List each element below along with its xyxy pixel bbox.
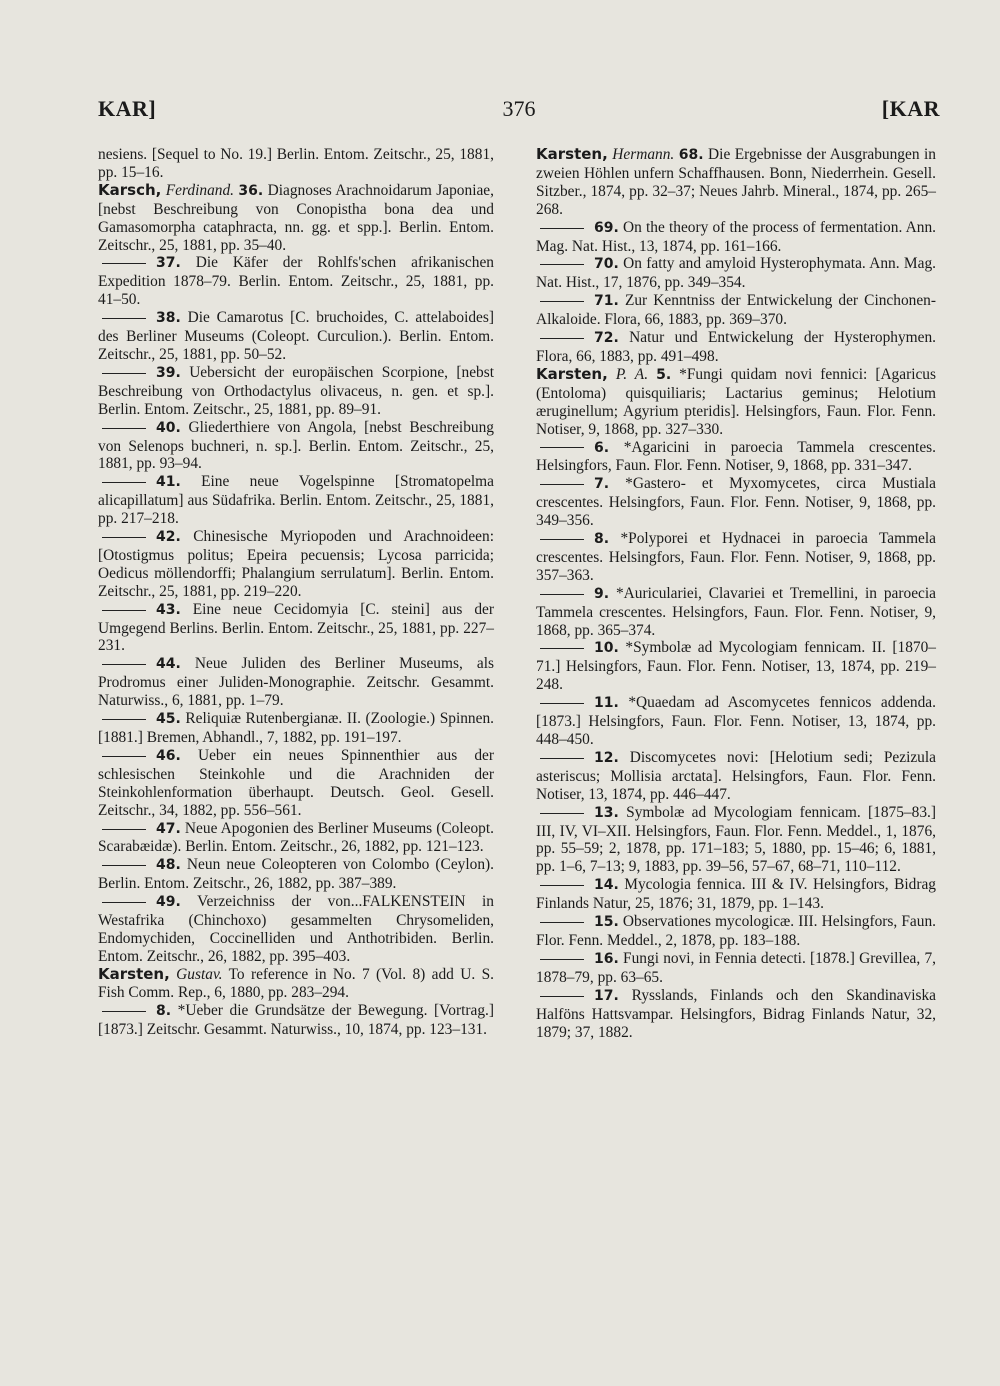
entry-text: *Fungi quidam novi fennici: [Agaricus (Entoloma) quisquiliaris; Lactarius geminus; Helotium æruginellum; Agyrium pteridis]. Helsingfors, Faun. Flor. Fenn. Notiser, 9, 1868, pp. 327–330.: [536, 365, 936, 438]
bibliography-entry: [536, 329, 936, 366]
entry-number: 40.: [156, 419, 181, 436]
entry-number: 12.: [594, 749, 619, 766]
bibliography-entry: [98, 710, 494, 747]
bibliography-entry: [536, 366, 936, 439]
bibliography-entry: [98, 528, 494, 601]
ditto-dash: [102, 865, 146, 866]
entry-number: 8.: [156, 1002, 172, 1019]
bibliography-entry: [98, 820, 494, 857]
entry-number: 69.: [594, 219, 619, 236]
bibliography-entry: [98, 1002, 494, 1039]
entry-number: 72.: [594, 330, 619, 347]
entry-number: 47.: [156, 820, 181, 837]
entry-number: 48.: [156, 857, 181, 874]
ditto-dash: [102, 719, 146, 720]
ditto-dash: [540, 301, 584, 302]
entry-text: Observationes mycologicæ. III. Helsingfors, Faun. Flor. Fenn. Meddel., 2, 1878, pp. 183–188.: [536, 913, 936, 949]
entry-text: Eine neue Vogelspinne [Stromatopelma alicapillatum] aus Südafrika. Berlin. Entom. Zeitschr., 25, 1881, pp. 217–218.: [98, 473, 494, 528]
ditto-dash: [540, 338, 584, 339]
entry-number: 10.: [594, 640, 619, 657]
entry-text: *Agaricini in paroecia Tammela crescentes. Helsingfors, Faun. Flor. Fenn. Notiser, 9, 1868, pp. 331–347.: [536, 438, 936, 475]
bibliography-entry: [536, 219, 936, 256]
bibliography-entry: [536, 950, 936, 987]
entry-text: On the theory of the process of fermentation. Ann. Mag. Nat. Hist., 13, 1874, pp. 161–166.: [536, 218, 936, 255]
author-forename: Hermann.: [612, 146, 675, 163]
bibliography-entry: [98, 364, 494, 419]
entry-text: Zur Kenntniss der Entwickelung der Cinchonen-Alkaloide. Flora, 66, 1883, pp. 369–370.: [536, 292, 936, 329]
bibliography-entry: [536, 475, 936, 530]
bibliography-entry: [536, 913, 936, 950]
entry-text: Die Käfer der Rohlfs'schen afrikanischen Expedition 1878–79. Berlin. Entom. Zeitschr., 25, 1881, pp. 41–50.: [98, 254, 494, 309]
entry-number: 42.: [156, 529, 181, 546]
author-forename: Gustav.: [176, 965, 223, 983]
entry-number: 71.: [594, 293, 619, 310]
running-header: [98, 96, 940, 126]
ditto-dash: [540, 648, 584, 649]
entry-number: 14.: [594, 877, 619, 894]
entry-text: *Symbolæ ad Mycologiam fennicam. II. [1870–71.] Helsingfors, Faun. Flor. Fenn. Notiser, 13, 1874, pp. 219–248.: [536, 639, 936, 694]
entry-number: 17.: [594, 987, 619, 1004]
entry-number: 37.: [156, 255, 181, 272]
ditto-dash: [540, 959, 584, 960]
bibliography-entry: [536, 876, 936, 913]
ditto-dash: [102, 756, 146, 757]
author-forename: Ferdinand.: [165, 181, 235, 199]
ditto-dash: [540, 264, 584, 265]
entry-text: *Polyporei et Hydnacei in paroecia Tammela crescentes. Helsingfors, Faun. Flor. Fenn. Notiser, 9, 1868, pp. 357–363.: [536, 530, 936, 584]
entry-number: 39.: [156, 364, 181, 381]
bibliography-entry: [536, 585, 936, 640]
entry-text: *Auricularieі, Clavariei et Tremellini, in paroecia Tammela crescentes. Helsingfors, Faun. Flor. Fenn. Notiser, 9, 1868, pp. 365–374.: [536, 584, 936, 639]
entry-number: 8.: [594, 531, 610, 548]
ditto-dash: [540, 813, 584, 814]
entry-number: 16.: [594, 950, 619, 967]
ditto-dash: [540, 758, 584, 759]
bibliography-entry: [98, 419, 494, 474]
entry-number: 43.: [156, 601, 181, 618]
entry-number: 36.: [238, 182, 264, 199]
entry-number: 41.: [156, 474, 181, 491]
header-right: [KAR: [881, 96, 940, 121]
entry-number: 68.: [678, 147, 704, 163]
ditto-dash: [540, 996, 584, 997]
entry-text: nesiens. [Sequel to No. 19.] Berlin. Entom. Zeitschr., 25, 1881, pp. 15–16.: [98, 146, 494, 181]
entry-text: Natur und Entwickelung der Hysterophymen. Flora, 66, 1883, pp. 491–498.: [536, 329, 936, 365]
entry-text: Diagnoses Arachnoidarum Japoniae, [nebst Beschreibung von Conopistha bona dea und Gamasomorpha cataphracta, nn. gg. et spp.]. Berlin. Entom. Zeitschr., 25, 1881, pp. 35–40.: [98, 181, 494, 254]
entry-text: Neun neue Coleopteren von Colombo (Ceylon). Berlin. Entom. Zeitschr., 26, 1882, pp. 387–389.: [98, 856, 494, 893]
entry-text: Rysslands, Finlands och den Skandinaviska Halföns Hattsvampar. Helsingfors, Bidrag Finlands Natur, 32, 1879; 37, 1882.: [536, 986, 936, 1041]
bibliography-entry: [536, 749, 936, 804]
bibliography-entry: [536, 292, 936, 329]
bibliography-entry: [98, 146, 494, 182]
ditto-dash: [102, 664, 146, 665]
entry-text: On fatty and amyloid Hysterophymata. Ann. Mag. Nat. Hist., 17, 1876, pp. 349–354.: [536, 255, 936, 292]
entry-text: Uebersicht der europäischen Scorpione, [nebst Beschreibung von Orthodactylus olivaceus, n. gen. et sp.]. Berlin. Entom. Zeitschr., 25, 1881, pp. 89–91.: [98, 363, 495, 418]
ditto-dash: [102, 537, 146, 538]
entry-number: 45.: [156, 711, 181, 728]
entry-number: 49.: [156, 894, 181, 911]
bibliography-entry: [536, 439, 936, 476]
entry-number: 5.: [656, 366, 672, 383]
author-name: Karsten,: [536, 145, 608, 163]
entry-text: Fungi novi, in Fennia detecti. [1878.] Grevillea, 7, 1878–79, pp. 63–65.: [536, 949, 936, 986]
ditto-dash: [540, 539, 584, 540]
entry-number: 46.: [156, 747, 181, 764]
header-left: KAR]: [98, 96, 157, 121]
bibliography-entry: [98, 182, 494, 255]
ditto-dash: [540, 703, 584, 704]
entry-text: Neue Juliden des Berliner Museums, als Prodromus einer Juliden-Monographie. Zeitschr. Gesammt. Naturwiss., 6, 1881, pp. 1–79.: [98, 655, 494, 710]
bibliography-entry: [536, 694, 936, 749]
bibliography-entry: [536, 987, 936, 1042]
bibliography-entry: [536, 639, 936, 694]
ditto-dash: [102, 902, 146, 903]
ditto-dash: [102, 263, 146, 264]
entry-text: Die Ergebnisse der Ausgrabungen in zweien Höhlen unfern Schaffhausen. Bonn, Niederrhein. Gesell. Sitzber., 1874, pp. 32–37; Neues Jahrb. Mineral., 1874, pp. 265–268.: [536, 146, 936, 218]
bibliography-entry: [98, 655, 494, 710]
entry-number: 44.: [156, 656, 181, 673]
entry-text: *Ueber die Grundsätze der Bewegung. [Vortrag.] [1873.] Zeitschr. Gesammt. Naturwiss., 10, 1874, pp. 123–131.: [98, 1001, 494, 1038]
entry-text: Neue Apogonien des Berliner Museums (Coleopt. Scarabæidæ). Berlin. Entom. Zeitschr., 26, 1882, pp. 121–123.: [98, 819, 494, 856]
bibliography-entry: [536, 255, 936, 292]
entry-text: Discomycetes novi: [Helotium sedi; Pezizula asteriscus; Mollisia arctata]. Helsingfors, Faun. Flor. Fenn. Notiser, 13, 1874, pp. 446–447.: [536, 748, 936, 803]
entry-number: 7.: [594, 476, 610, 493]
entry-number: 6.: [594, 439, 610, 456]
bibliography-entry: [98, 473, 494, 528]
author-name: Karsch,: [98, 180, 162, 199]
ditto-dash: [102, 1011, 146, 1012]
entry-text: To reference in No. 7 (Vol. 8) add U. S. Fish Comm. Rep., 6, 1880, pp. 283–294.: [98, 965, 494, 1001]
entry-number: 11.: [594, 695, 619, 712]
ditto-dash: [540, 594, 584, 595]
entry-text: *Quaedam ad Ascomycetes fennicos addenda. [1873.] Helsingfors, Faun. Flor. Fenn. Notiser, 13, 1874, pp. 448–450.: [536, 694, 936, 748]
ditto-dash: [102, 373, 146, 374]
bibliography-entry: [98, 893, 494, 966]
ditto-dash: [540, 484, 584, 485]
bibliography-entry: [536, 146, 936, 219]
ditto-dash: [102, 610, 146, 611]
entry-text: Gliederthiere von Angola, [nebst Beschreibung von Selenops buchneri, n. sp.]. Berlin. Entom. Zeitschr., 25, 1881, pp. 93–94.: [98, 418, 494, 473]
entry-text: Mycologia fennica. III & IV. Helsingfors, Bidrag Finlands Natur, 25, 1876; 31, 1879, pp. 1–143.: [536, 876, 936, 913]
ditto-dash: [540, 228, 584, 229]
bibliography-entry: [536, 804, 936, 877]
entry-number: 9.: [594, 585, 610, 602]
left-column: [98, 146, 494, 1038]
entry-text: Symbolæ ad Mycologiam fennicam. [1875–83.] III, IV, VI–XII. Helsingfors, Faun. Flor. Fenn. Meddel., 1, 1876, pp. 55–59; 2, 1878, pp. 171–183; 5, 1880, pp. 15–46; 6, 1881, pp. 1–6, 7–13; 9, 1883, pp. 39–56, 57–67, 68–71, 110–112.: [536, 803, 936, 876]
ditto-dash: [540, 447, 584, 448]
bibliography-entry: [98, 856, 494, 893]
entry-text: Verzeichniss der von...FALKENSTEIN in Westafrika (Chinchoxo) gesammelten Chrysomeliden, Endomychiden, Coccinelliden und Anthotribiden. Berlin. Entom. Zeitschr., 26, 1882, pp. 395–403.: [98, 893, 494, 965]
right-column: [536, 146, 936, 1041]
entry-number: 38.: [156, 310, 181, 327]
entry-text: Ueber ein neues Spinnenthier aus der schlesischen Steinkohle und die Arachniden der Steinkohlenformation überhaupt. Deutsch. Geol. Gesell. Zeitschr., 34, 1882, pp. 556–561.: [98, 746, 494, 819]
entry-text: *Gastero- et Myxomycetes, circa Mustiala crescentes. Helsingfors, Faun. Flor. Fenn. Notiser, 9, 1868, pp. 349–356.: [536, 475, 936, 530]
entry-number: 13.: [594, 804, 619, 821]
bibliography-entry: [98, 747, 494, 820]
bibliography-entry: [98, 254, 494, 309]
entry-text: Eine neue Cecidomyia [C. steini] aus der Umgegend Berlins. Berlin. Entom. Zeitschr., 25, 1881, pp. 227–231.: [98, 600, 494, 655]
entry-number: 15.: [594, 914, 619, 931]
ditto-dash: [102, 318, 146, 319]
author-name: Karsten,: [98, 964, 170, 983]
bibliography-entry: [98, 966, 494, 1002]
page-number: 376: [502, 96, 536, 121]
bibliography-entry: [98, 309, 494, 364]
ditto-dash: [540, 885, 584, 886]
bibliography-entry: [536, 530, 936, 585]
ditto-dash: [540, 922, 584, 923]
entry-text: Chinesische Myriopoden und Arachnoideen: [Otostigmus politus; Epeira pecuensis; Lycosa parricida; Oedicus möllendorffi; Phalangium serrulatum]. Berlin. Entom. Zeitschr., 25, 1881, pp. 219–220.: [98, 528, 494, 600]
entry-text: Die Camarotus [C. bruchoides, C. attelaboides] des Berliner Museums (Coleopt. Curculion.). Berlin. Entom. Zeitschr., 25, 1881, pp. 50–52.: [98, 309, 494, 363]
entry-number: 70.: [594, 256, 619, 273]
bibliography-entry: [98, 601, 494, 656]
ditto-dash: [102, 482, 146, 483]
ditto-dash: [102, 829, 146, 830]
author-name: Karsten,: [536, 364, 608, 383]
entry-text: Reliquiæ Rutenbergianæ. II. (Zoologie.) Spinnen. [1881.] Bremen, Abhandl., 7, 1882, pp. 191–197.: [98, 710, 494, 746]
author-forename: P. A.: [615, 365, 649, 383]
ditto-dash: [102, 428, 146, 429]
